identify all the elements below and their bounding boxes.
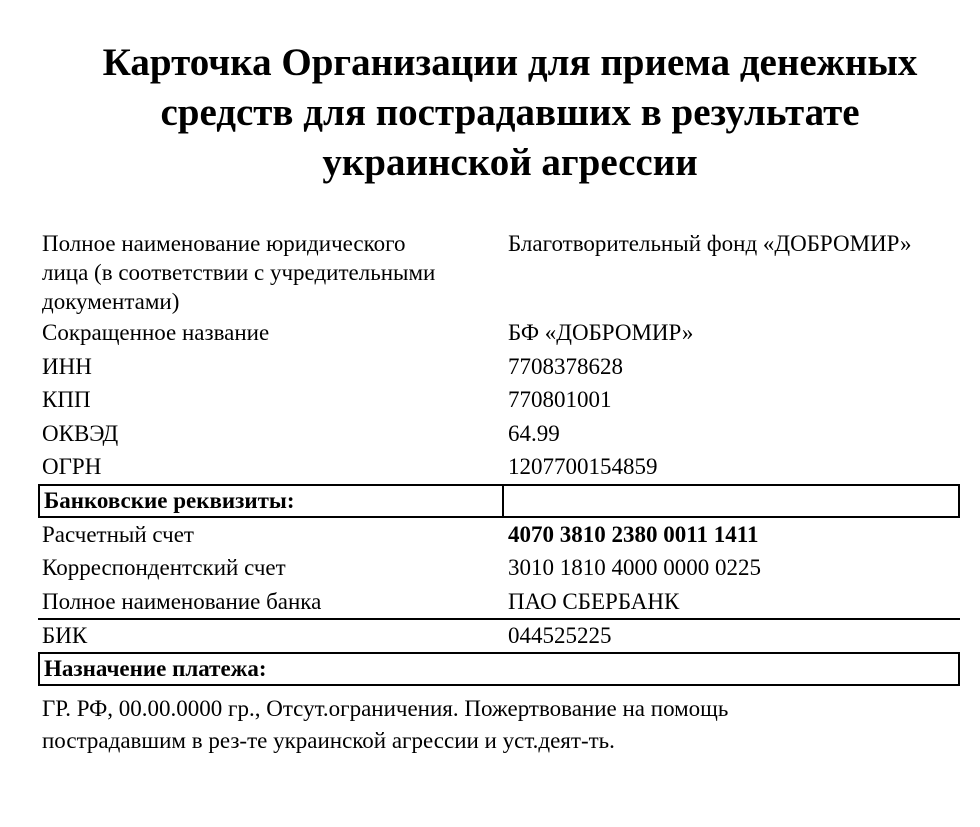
account-label: Расчетный счет bbox=[42, 521, 194, 547]
kpp-label: КПП bbox=[42, 387, 91, 413]
full-name-label-line-1: Полное наименование юридического bbox=[42, 231, 406, 256]
kpp-value: 770801001 bbox=[508, 387, 612, 413]
row-ogrn bbox=[38, 450, 960, 484]
inn-label: ИНН bbox=[42, 353, 92, 379]
short-name-label: Сокращенное название bbox=[42, 320, 270, 346]
payment-section-label: Назначение платежа: bbox=[44, 656, 267, 681]
bank-name-label: Полное наименование банка bbox=[42, 588, 322, 614]
ogrn-value: 1207700154859 bbox=[508, 454, 658, 480]
bank-section-header bbox=[38, 484, 960, 518]
title-line-3: украинской агрессии bbox=[322, 141, 698, 184]
payment-purpose-text bbox=[42, 693, 942, 757]
payment-purpose-line-1: ГР. РФ, 00.00.0000 гр., Отсут.ограничения. Пожертвование на помощь bbox=[42, 696, 729, 721]
corr-account-value: 3010 1810 4000 0000 0225 bbox=[508, 555, 761, 581]
short-name-value: БФ «ДОБРОМИР» bbox=[508, 320, 694, 346]
okved-label: ОКВЭД bbox=[42, 420, 119, 446]
row-okved bbox=[38, 417, 960, 451]
payment-section-header bbox=[38, 652, 960, 686]
payment-purpose-line-2: пострадавшим в рез-те украинской агрессии и уст.деят-ть. bbox=[42, 728, 615, 753]
corr-account-label: Корреспондентский счет bbox=[42, 555, 286, 581]
okved-value: 64.99 bbox=[508, 420, 560, 446]
full-name-label bbox=[38, 229, 504, 316]
page-title bbox=[60, 38, 960, 188]
ogrn-label: ОГРН bbox=[42, 454, 102, 480]
full-name-label-line-3: документами) bbox=[42, 289, 180, 314]
row-account bbox=[38, 518, 960, 552]
row-bik bbox=[38, 618, 960, 652]
row-full-name bbox=[38, 226, 960, 316]
row-bank-name bbox=[38, 585, 960, 619]
bank-name-value: ПАО СБЕРБАНК bbox=[508, 588, 680, 614]
account-value: 4070 3810 2380 0011 1411 bbox=[508, 521, 759, 547]
row-corr-account bbox=[38, 551, 960, 585]
title-line-2: средств для пострадавших в результате bbox=[160, 91, 860, 134]
inn-value: 7708378628 bbox=[508, 353, 623, 379]
requisites-table bbox=[38, 226, 960, 686]
row-inn bbox=[38, 350, 960, 384]
title-line-1: Карточка Организации для приема денежных bbox=[102, 41, 918, 84]
row-kpp bbox=[38, 383, 960, 417]
full-name-label-line-2: лица (в соответствии с учредительными bbox=[42, 260, 436, 285]
full-name-value: Благотворительный фонд «ДОБРОМИР» bbox=[508, 231, 912, 256]
bank-section-label: Банковские реквизиты: bbox=[40, 486, 504, 516]
bik-label: БИК bbox=[42, 623, 88, 649]
row-short-name bbox=[38, 316, 960, 350]
bank-section-empty-cell bbox=[504, 486, 958, 516]
bik-value: 044525225 bbox=[508, 623, 612, 649]
